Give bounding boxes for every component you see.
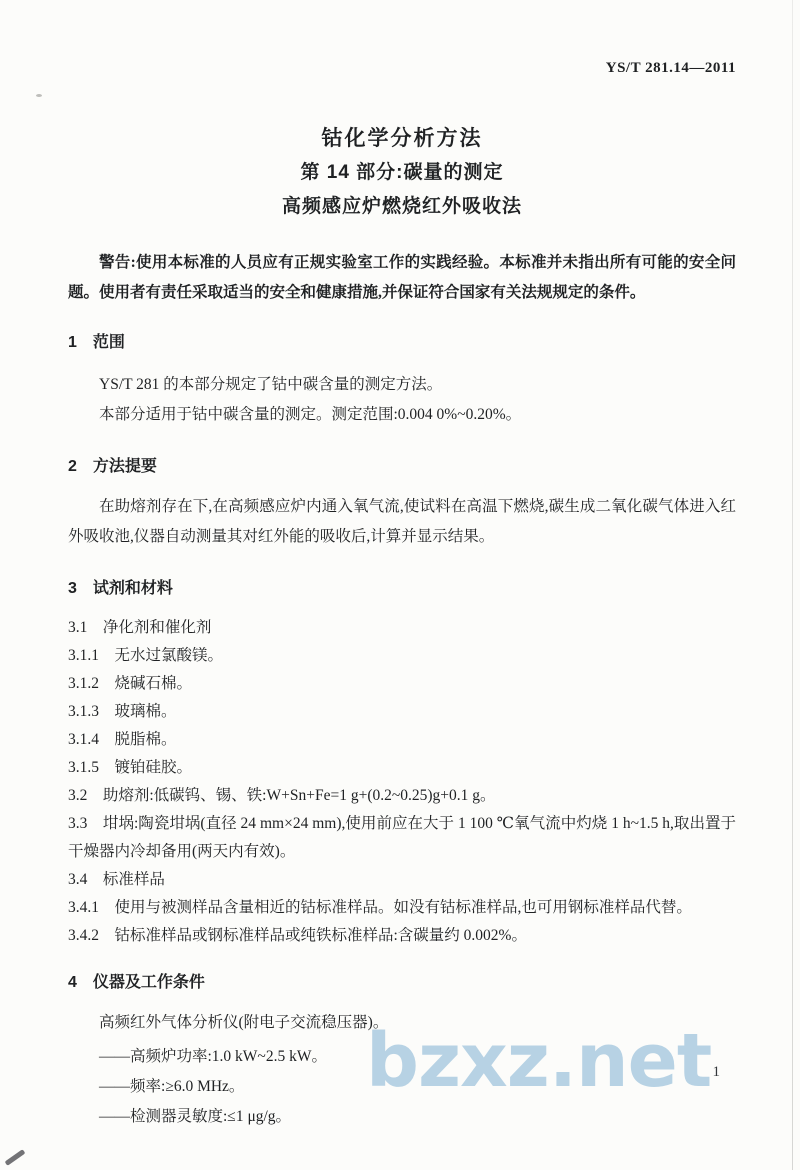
watermark-bzxz: bzxz.net [366,1018,712,1104]
clause-3-1-1: 3.1.1 无水过氯酸镁。 [68,647,224,664]
section-4-paragraph-1: 高频红外气体分析仪(附电子交流稳压器)。 [99,1014,389,1031]
standard-number: YS/T 281.14—2011 [605,60,736,76]
scan-smudge [5,1149,26,1166]
doc-title-line-1: 钴化学分析方法 [321,127,483,150]
section-1-heading: 1 范围 [68,334,125,351]
doc-title-line-3: 高频感应炉燃烧红外吸收法 [281,196,522,217]
clause-3-1-5: 3.1.5 镀铂硅胶。 [68,759,193,776]
clause-3-4-1: 3.4.1 使用与被测样品含量相近的钴标准样品。如没有钴标准样品,也可用钢标准样品代替。 [68,899,692,916]
doc-title-block [68,124,736,222]
clause-3-2: 3.2 助熔剂:低碳钨、锡、铁:W+Sn+Fe=1 g+(0.2~0.25)g+0.1 g。 [68,787,496,804]
clause-3-1-2: 3.1.2 烧碱石棉。 [68,675,193,692]
section-2-heading: 2 方法提要 [68,458,157,475]
spec-item-frequency: ——频率:≥6.0 MHz。 [99,1078,245,1095]
page-number: 1 [712,1064,720,1080]
clause-3-4-2: 3.4.2 钴标准样品或钢标准样品或纯铁标准样品:含碳量约 0.002%。 [68,927,527,944]
clause-3-1-4: 3.1.4 脱脂棉。 [68,731,177,748]
section-2-paragraph-1: 在助熔剂存在下,在高频感应炉内通入氧气流,使试料在高温下燃烧,碳生成二氧化碳气体进入红外吸收池,仪器自动测量其对红外能的吸收后,计算并显示结果。 [68,498,736,545]
clause-3-1-3: 3.1.3 玻璃棉。 [68,703,177,720]
clause-3-4: 3.4 标准样品 [68,871,165,888]
section-3-heading: 3 试剂和材料 [68,580,173,597]
section-4-spec-list [68,1042,736,1132]
spec-item-sensitivity: ——检测器灵敏度:≤1 μg/g。 [99,1108,292,1125]
spec-item-power: ——高频炉功率:1.0 kW~2.5 kW。 [99,1048,327,1065]
clause-3-1: 3.1 净化剂和催化剂 [68,619,212,636]
section-4-heading: 4 仪器及工作条件 [68,974,205,991]
section-1-paragraph-1: YS/T 281 的本部分规定了钴中碳含量的测定方法。 [99,376,443,393]
doc-title-line-2: 第 14 部分:碳量的测定 [300,162,504,183]
section-3-clause-list [68,614,736,950]
clause-3-3: 3.3 坩埚:陶瓷坩埚(直径 24 mm×24 mm),使用前应在大于 1 100 ℃氧气流中灼烧 1 h~1.5 h,取出置于干燥器内冷却备用(两天内有效)。 [68,815,736,860]
warning-paragraph: 警告:使用本标准的人员应有正规实验室工作的实践经验。本标准并未指出所有可能的安全问题。使用者有责任采取适当的安全和健康措施,并保证符合国家有关法规规定的条件。 [68,254,736,301]
section-1-paragraph-2: 本部分适用于钴中碳含量的测定。测定范围:0.004 0%~0.20%。 [99,406,522,423]
